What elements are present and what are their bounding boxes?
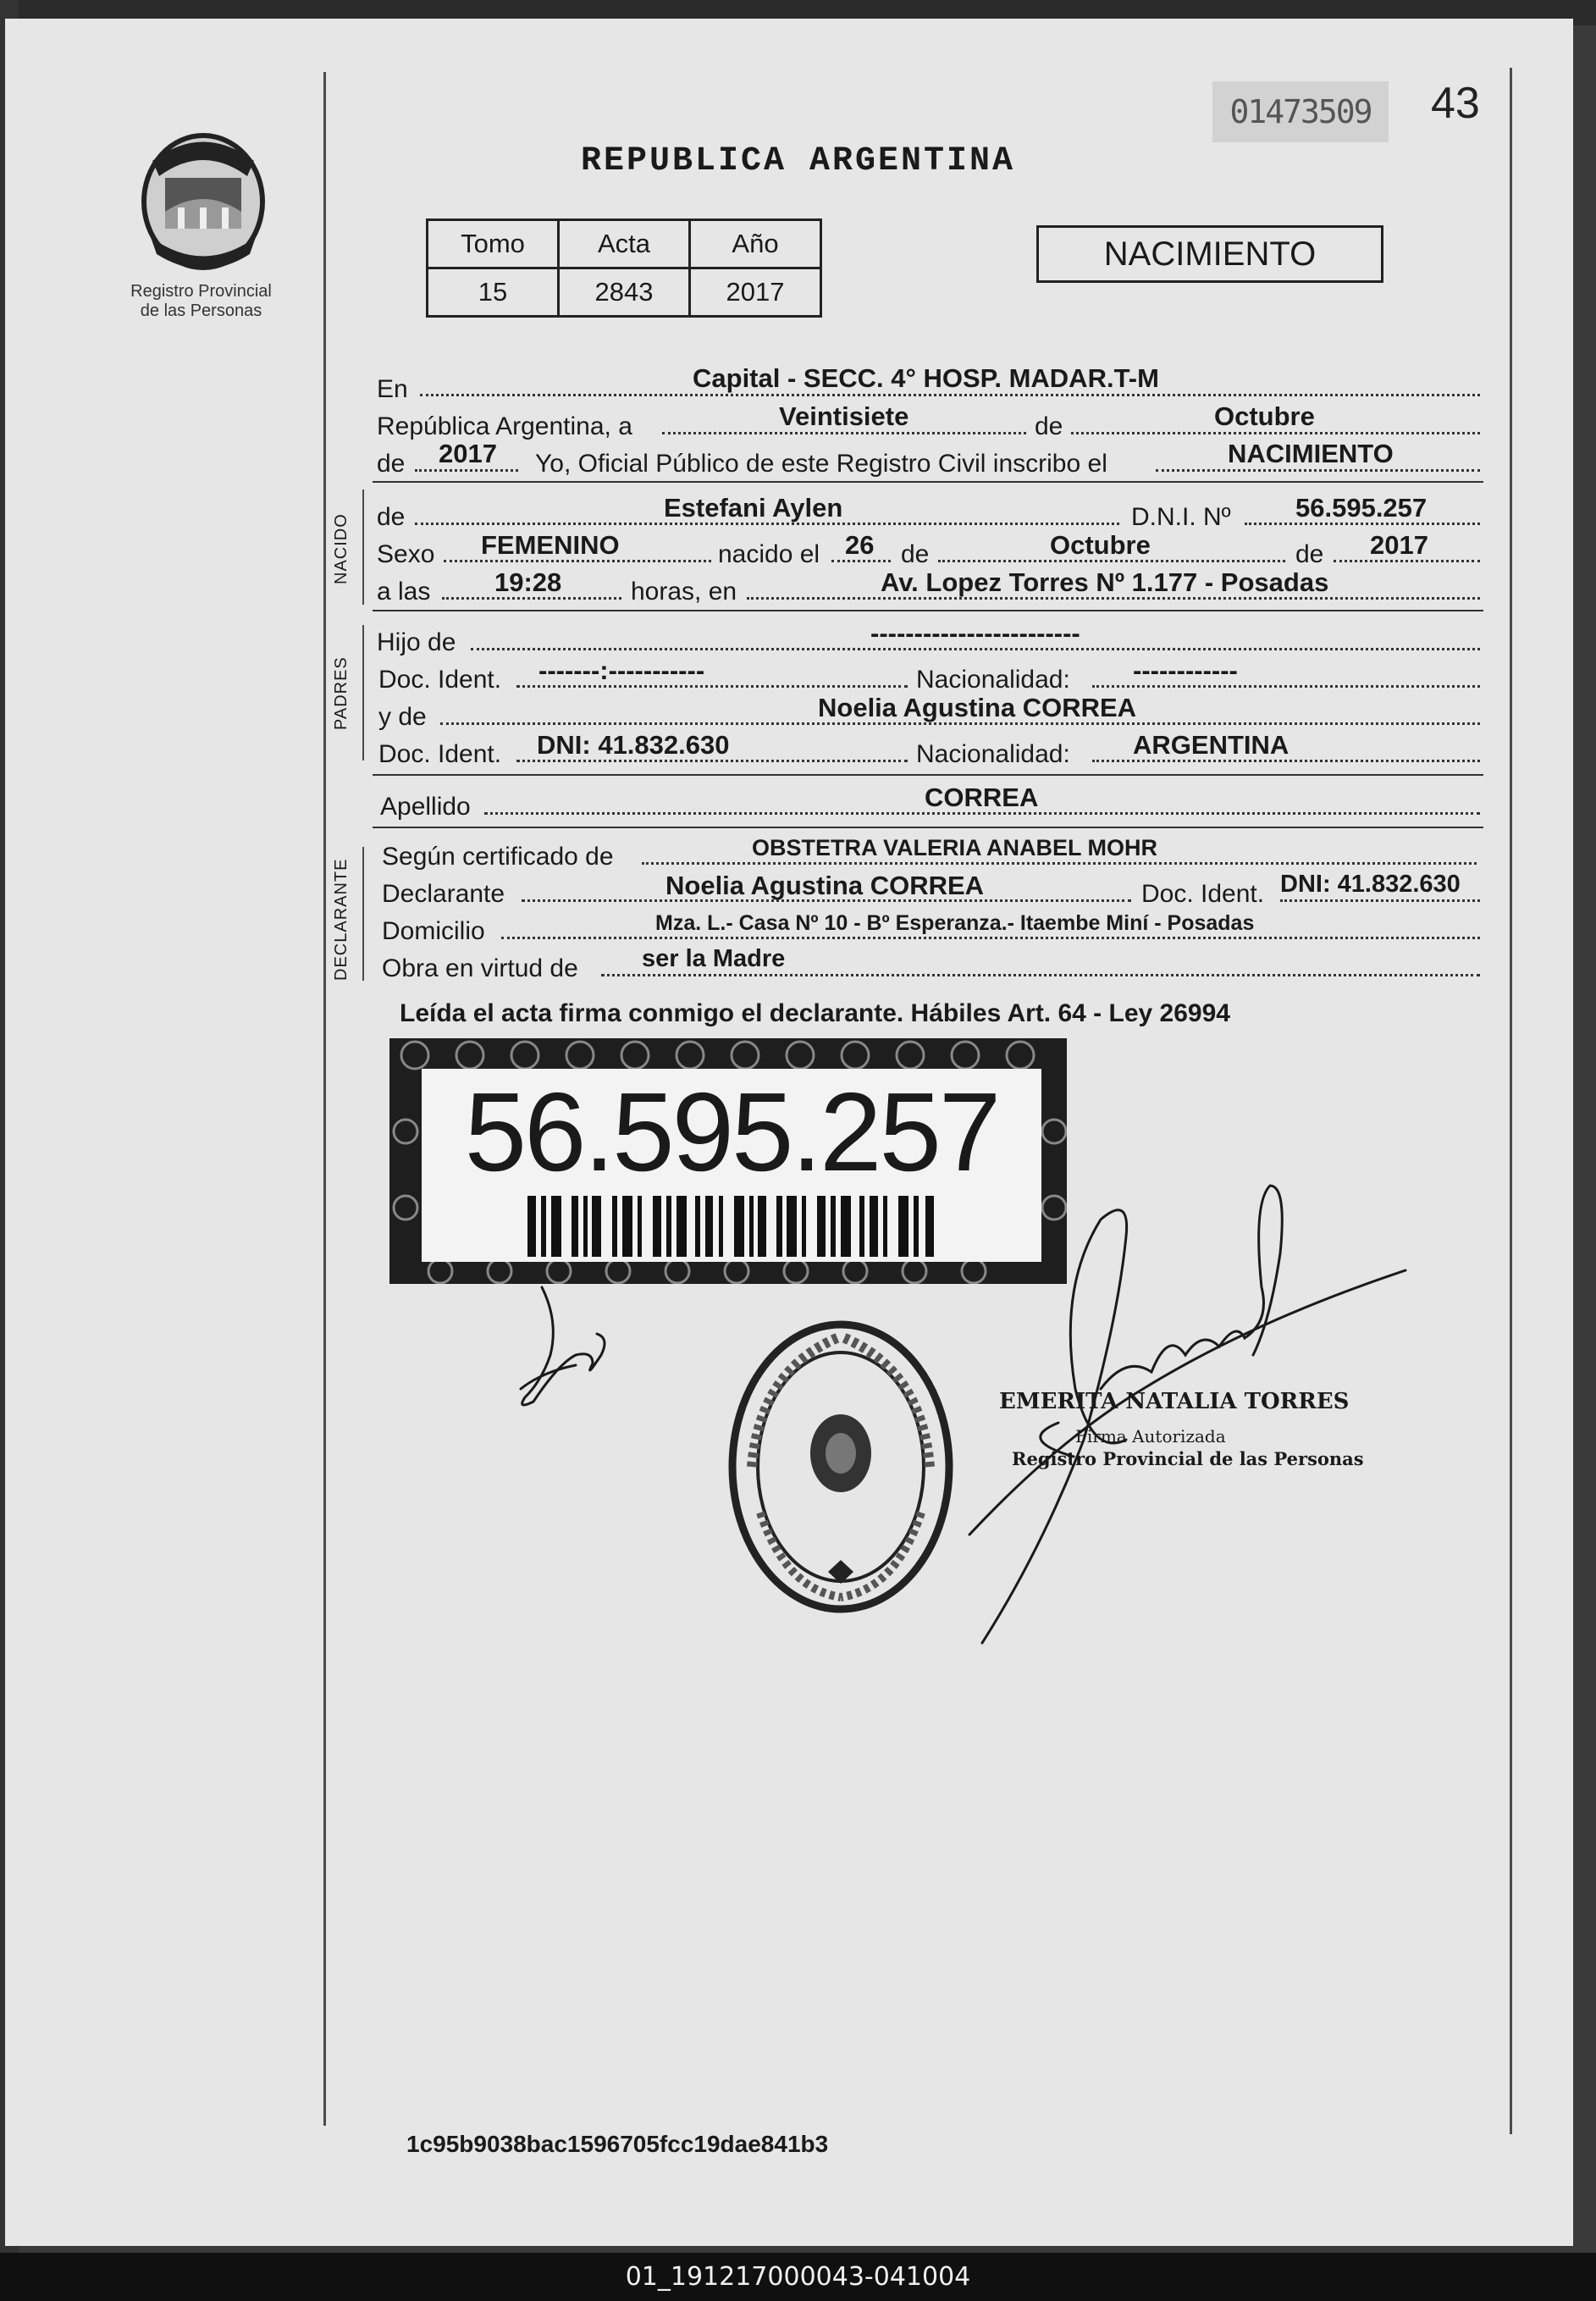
mother-doc: DNI: 41.832.630 <box>537 730 730 760</box>
de-label: de <box>1295 540 1324 568</box>
horas-label: horas, en <box>631 578 737 606</box>
padres-section-label: PADRES <box>332 656 351 730</box>
act-value: NACIMIENTO <box>1228 439 1394 468</box>
dni-sticker <box>389 1038 1067 1284</box>
birth-day: 26 <box>845 530 875 560</box>
republica-label: República Argentina, a <box>377 412 632 440</box>
registry-header-acta: Acta <box>559 220 690 268</box>
obra-label: Obra en virtud de <box>382 954 578 982</box>
de2-label: de <box>377 450 406 478</box>
section-bracket <box>362 625 364 761</box>
dotted-line <box>1156 469 1480 472</box>
registry-header-ano: Año <box>690 220 821 268</box>
logo-caption <box>110 282 292 321</box>
certificate-issuer: OBSTETRA VALERIA ANABEL MOHR <box>752 835 1157 860</box>
serial-number-stamp: 01473509 <box>1212 81 1389 142</box>
act-type-box: NACIMIENTO <box>1036 225 1383 283</box>
dotted-line <box>1071 432 1480 434</box>
father-name: ------------------------ <box>870 618 1080 648</box>
official-seal-stamp <box>726 1318 955 1616</box>
sexo-label: Sexo <box>377 540 435 568</box>
alas-label: a las <box>377 578 431 606</box>
de-label: de <box>901 540 930 568</box>
page-title: REPUBLICA ARGENTINA <box>580 142 1016 180</box>
nacido-el-label: nacido el <box>718 540 820 568</box>
section-bracket <box>362 490 364 605</box>
sticker-label <box>422 1069 1041 1262</box>
declarant-doc-label: Doc. Ident. <box>1141 880 1265 908</box>
declarante-label: Declarante <box>382 880 505 908</box>
obra-value: ser la Madre <box>642 945 786 972</box>
apellido-label: Apellido <box>380 793 471 821</box>
section-bracket <box>362 847 364 981</box>
nacido-section-label: NACIDO <box>332 513 351 584</box>
birth-year: 2017 <box>1370 530 1428 560</box>
dotted-line <box>1280 899 1480 902</box>
month-value: Octubre <box>1214 401 1315 431</box>
declarant-name: Noelia Agustina CORREA <box>665 871 985 900</box>
logo-caption-line-2: de las Personas <box>140 301 262 320</box>
dotted-line <box>501 937 1480 939</box>
mother-nationality: ARGENTINA <box>1133 730 1290 760</box>
dni-label: D.N.I. Nº <box>1131 503 1231 531</box>
left-margin-line <box>323 72 326 2126</box>
registry-table <box>426 218 822 318</box>
section-separator <box>373 827 1483 828</box>
father-nationality: ------------ <box>1133 655 1238 685</box>
mother-name: Noelia Agustina CORREA <box>818 693 1137 722</box>
registry-value-acta: 2843 <box>559 268 690 317</box>
section-separator <box>373 481 1483 483</box>
certificado-label: Según certificado de <box>382 843 614 871</box>
signatory-name: EMERITA NATALIA TORRES <box>999 1389 1350 1414</box>
year-value: 2017 <box>439 439 497 468</box>
closing-statement: Leída el acta firma conmigo el declarante. Hábiles Art. 64 - Ley 26994 <box>400 999 1230 1027</box>
birth-address: Av. Lopez Torres Nº 1.177 - Posadas <box>881 567 1329 597</box>
birth-month: Octubre <box>1050 530 1151 560</box>
nacido-de-label: de <box>377 503 406 531</box>
domicilio-label: Domicilio <box>382 917 485 945</box>
declarante-section-label: DECLARANTE <box>332 858 351 981</box>
signatory-office: Registro Provincial de las Personas <box>1012 1448 1364 1469</box>
document-hash: 1c95b9038bac1596705fcc19dae841b3 <box>406 2131 829 2157</box>
declarant-doc: DNI: 41.832.630 <box>1280 871 1461 898</box>
registry-value-tomo: 15 <box>428 268 559 317</box>
en-label: En <box>377 375 408 403</box>
right-margin-line <box>1510 68 1512 2134</box>
registry-header-tomo: Tomo <box>428 220 559 268</box>
father-doc-label: Doc. Ident. <box>378 666 502 694</box>
day-value: Veintisiete <box>779 401 909 431</box>
folio-number: 43 <box>1431 79 1480 128</box>
child-dni: 56.595.257 <box>1295 493 1428 523</box>
barcode <box>527 1196 942 1257</box>
sticker-dni-number: 56.595.257 <box>464 1070 999 1194</box>
de-label: de <box>1035 412 1063 440</box>
hijo-de-label: Hijo de <box>377 628 456 656</box>
dotted-line <box>415 469 518 472</box>
signatory-role: Firma Autorizada <box>1075 1426 1226 1446</box>
dotted-line <box>662 432 1026 434</box>
dotted-line <box>601 974 1480 976</box>
mother-nat-label: Nacionalidad: <box>916 740 1070 768</box>
y-de-label: y de <box>378 703 427 731</box>
father-doc: -------:----------- <box>538 655 705 685</box>
registry-value-ano: 2017 <box>690 268 821 317</box>
dotted-line <box>420 394 1480 396</box>
registry-header-row <box>428 220 821 268</box>
birth-time: 19:28 <box>494 567 562 597</box>
logo-caption-line-1: Registro Provincial <box>130 282 272 301</box>
sexo-value: FEMENINO <box>481 530 620 560</box>
place-value: Capital - SECC. 4° HOSP. MADAR.T-M <box>693 363 1159 393</box>
declarant-address: Mza. L.- Casa Nº 10 - Bº Esperanza.- Itaembe Miní - Posadas <box>655 911 1255 935</box>
file-name-footer: 01_191217000043-041004 <box>0 2253 1596 2301</box>
child-name: Estefani Aylen <box>664 493 843 523</box>
section-separator <box>373 774 1483 776</box>
mother-doc-label: Doc. Ident. <box>378 740 502 768</box>
dotted-line <box>642 862 1477 865</box>
inscribo-label: Yo, Oficial Público de este Registro Civil inscribo el <box>535 450 1107 478</box>
section-separator <box>373 610 1483 611</box>
father-nat-label: Nacionalidad: <box>916 666 1070 694</box>
apellido-value: CORREA <box>925 783 1039 812</box>
registry-value-row <box>428 268 821 317</box>
